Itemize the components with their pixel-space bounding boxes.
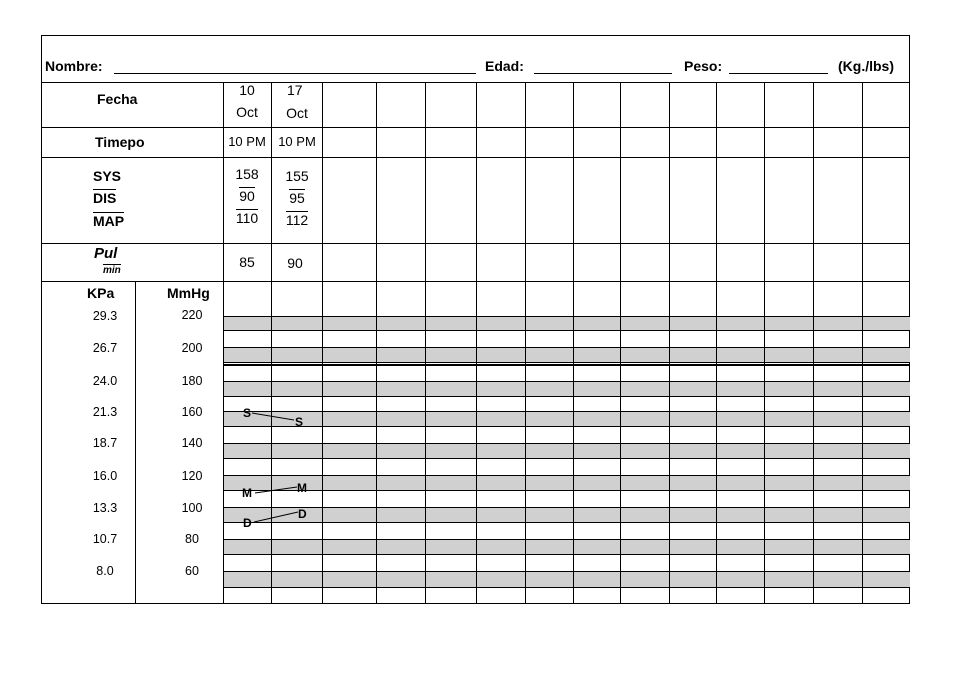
peso-label: Peso:	[684, 58, 723, 74]
kpa-tick: 10.7	[92, 532, 118, 546]
mmhg-label: MmHg	[167, 285, 210, 301]
pulse-cell: 85	[239, 254, 255, 270]
dis-marker: D	[243, 516, 252, 530]
mmhg-tick: 160	[181, 405, 203, 419]
map-label: MAP	[93, 213, 125, 229]
dis-cell: 90	[239, 188, 255, 204]
dis-marker: D	[298, 507, 307, 521]
kpa-label: KPa	[87, 285, 115, 301]
map-marker: M	[242, 486, 252, 500]
sys-marker: S	[295, 415, 304, 429]
time-cell: 10 PM	[228, 134, 266, 149]
pulse-label: Pul	[94, 245, 118, 262]
mmhg-tick: 180	[181, 374, 203, 388]
sys-trend-line	[252, 413, 294, 420]
sys-cell: 158	[235, 166, 259, 182]
map-marker: M	[297, 481, 307, 495]
kpa-tick: 18.7	[92, 436, 118, 450]
kpa-tick: 29.3	[92, 309, 118, 323]
dis-trend-line	[254, 512, 298, 522]
mmhg-tick: 200	[181, 341, 203, 355]
mmhg-tick: 220	[181, 308, 203, 322]
kpa-tick: 21.3	[92, 405, 118, 419]
nombre-label: Nombre:	[45, 58, 103, 74]
kpa-tick: 16.0	[92, 469, 118, 483]
sys-label: SYS	[93, 168, 122, 184]
date-month: Oct	[236, 104, 258, 120]
pulse-min-label: min	[103, 265, 121, 276]
sys-marker: S	[243, 406, 252, 420]
time-cell: 10 PM	[278, 134, 316, 149]
mmhg-tick: 120	[181, 469, 203, 483]
kpa-tick: 26.7	[92, 341, 118, 355]
date-day: 10	[239, 82, 255, 98]
mmhg-tick: 140	[181, 436, 203, 450]
kpa-tick: 24.0	[92, 374, 118, 388]
kpa-tick: 13.3	[92, 501, 118, 515]
date-month: Oct	[286, 105, 308, 121]
unit-label: (Kg./lbs)	[838, 58, 894, 74]
pulse-cell: 90	[287, 255, 303, 271]
edad-label: Edad:	[485, 58, 524, 74]
dis-cell: 95	[289, 190, 305, 206]
mmhg-tick: 100	[181, 501, 203, 515]
map-cell: 110	[235, 210, 259, 226]
mmhg-tick: 60	[185, 564, 199, 578]
fecha-label: Fecha	[97, 91, 138, 107]
dis-label: DIS	[93, 190, 117, 206]
map-trend-line	[255, 487, 297, 493]
mmhg-tick: 80	[185, 532, 199, 546]
map-cell: 112	[285, 212, 309, 228]
date-day: 17	[287, 82, 303, 98]
tiempo-label: Timepo	[95, 134, 145, 150]
kpa-tick: 8.0	[96, 564, 114, 578]
sys-cell: 155	[285, 168, 309, 184]
